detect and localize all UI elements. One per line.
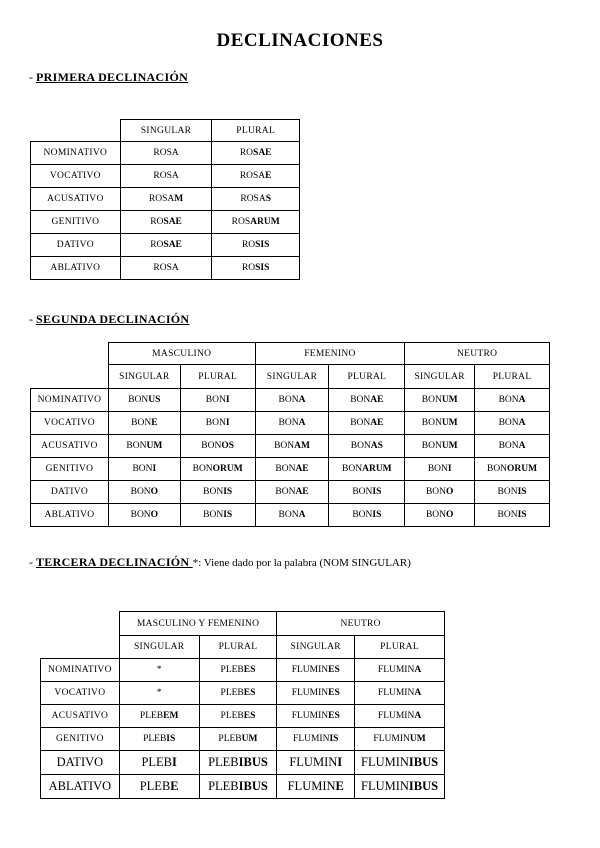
word-ending: SIS bbox=[255, 240, 270, 250]
word-stem: BON bbox=[352, 510, 373, 520]
word-stem: BON bbox=[498, 395, 519, 405]
table-row bbox=[31, 504, 550, 527]
declension-cell bbox=[255, 435, 329, 458]
word-stem: BON bbox=[421, 418, 442, 428]
word-stem: FLUMIN bbox=[291, 665, 329, 675]
table-row bbox=[31, 389, 550, 412]
declension-cell bbox=[355, 659, 445, 682]
case-label: NOMINATIVO bbox=[31, 142, 121, 165]
word-stem: BON bbox=[126, 441, 147, 451]
word-stem: BON bbox=[350, 395, 371, 405]
declension-cell bbox=[255, 504, 329, 527]
word-stem: BON bbox=[342, 464, 363, 474]
word-stem: RO bbox=[150, 217, 164, 227]
word-stem: BON bbox=[132, 464, 153, 474]
word-stem: ROSA bbox=[153, 263, 179, 273]
case-label: ABLATIVO bbox=[41, 775, 120, 799]
declension-cell bbox=[329, 504, 405, 527]
word-ending: E bbox=[170, 779, 179, 793]
table-row bbox=[31, 211, 300, 234]
declension-cell bbox=[212, 142, 300, 165]
table-row bbox=[41, 659, 445, 682]
word-ending: SIS bbox=[255, 263, 270, 273]
declension-cell bbox=[119, 682, 199, 705]
header-plural: PLURAL bbox=[212, 120, 300, 142]
declension-cell bbox=[277, 751, 355, 775]
word-ending: AE bbox=[295, 487, 309, 497]
word-stem: BON bbox=[201, 441, 222, 451]
word-stem: RO bbox=[150, 240, 164, 250]
word-stem: BON bbox=[205, 395, 226, 405]
declension-cell bbox=[120, 257, 212, 280]
declension-cell bbox=[475, 458, 550, 481]
word-stem: ROS bbox=[231, 217, 251, 227]
word-ending: S bbox=[265, 194, 271, 204]
case-label: NOMINATIVO bbox=[41, 659, 120, 682]
declension-cell bbox=[355, 705, 445, 728]
header-singular: SINGULAR bbox=[119, 636, 199, 659]
declension-cell bbox=[199, 751, 277, 775]
case-label: DATIVO bbox=[31, 234, 121, 257]
case-label: DATIVO bbox=[31, 481, 109, 504]
word-ending: E bbox=[335, 779, 344, 793]
corner-blank bbox=[31, 365, 109, 389]
corner-blank bbox=[41, 612, 120, 636]
word-ending: UM bbox=[241, 734, 258, 744]
declension-cell bbox=[355, 775, 445, 799]
corner-blank bbox=[31, 120, 121, 142]
declension-cell bbox=[212, 165, 300, 188]
first-declension-table bbox=[30, 119, 300, 280]
word-stem: ROSA bbox=[148, 194, 175, 204]
word-stem: PLEB bbox=[143, 734, 167, 744]
word-ending: UM bbox=[441, 418, 458, 428]
word-ending: A bbox=[518, 418, 526, 428]
declension-cell bbox=[405, 389, 475, 412]
table-row bbox=[31, 142, 300, 165]
declension-cell bbox=[255, 389, 329, 412]
table-row bbox=[41, 728, 445, 751]
word-ending: I bbox=[225, 395, 230, 405]
word-stem: BON bbox=[131, 418, 152, 428]
case-label: VOCATIVO bbox=[31, 412, 109, 435]
declension-cell bbox=[475, 389, 550, 412]
declension-cell bbox=[255, 481, 329, 504]
declension-cell bbox=[277, 682, 355, 705]
declension-cell bbox=[120, 234, 212, 257]
header-plural: PLURAL bbox=[355, 636, 445, 659]
word-ending: A bbox=[518, 441, 526, 451]
declension-cell bbox=[405, 458, 475, 481]
declension-cell bbox=[212, 211, 300, 234]
declension-cell bbox=[405, 481, 475, 504]
declension-cell bbox=[475, 481, 550, 504]
word-ending: O bbox=[446, 510, 454, 520]
word-stem: FLUMIN bbox=[289, 755, 338, 769]
heading-prefix: - bbox=[29, 70, 36, 84]
heading-prefix: - bbox=[29, 312, 36, 326]
declension-cell bbox=[255, 458, 329, 481]
word-ending: E bbox=[265, 171, 272, 181]
declension-cell bbox=[199, 728, 277, 751]
word-ending: AE bbox=[370, 418, 384, 428]
word-stem: RO bbox=[239, 148, 254, 158]
declension-cell bbox=[329, 389, 405, 412]
word-ending: SAE bbox=[253, 148, 272, 158]
word-stem: FLUMIN bbox=[377, 688, 415, 698]
word-stem: PLEB bbox=[208, 755, 239, 769]
declension-cell bbox=[355, 728, 445, 751]
case-label: NOMINATIVO bbox=[31, 389, 109, 412]
table-row bbox=[31, 234, 300, 257]
word-ending: IS bbox=[517, 487, 527, 497]
word-stem: BON bbox=[497, 510, 518, 520]
declension-cell bbox=[108, 412, 180, 435]
declension-cell bbox=[119, 728, 199, 751]
declension-cell bbox=[108, 435, 180, 458]
word-stem: PLEB bbox=[139, 779, 171, 793]
declension-cell bbox=[119, 705, 199, 728]
declension-cell bbox=[475, 412, 550, 435]
word-ending: A bbox=[298, 418, 306, 428]
declension-cell bbox=[277, 728, 355, 751]
declension-cell bbox=[475, 504, 550, 527]
word-stem: BON bbox=[425, 487, 447, 497]
word-stem: BON bbox=[350, 418, 371, 428]
word-stem: BON bbox=[278, 510, 299, 520]
declension-cell bbox=[475, 435, 550, 458]
word-ending: SAE bbox=[163, 240, 182, 250]
table-row bbox=[31, 257, 300, 280]
declension-cell bbox=[108, 481, 180, 504]
word-ending: ES bbox=[243, 665, 256, 675]
word-stem: RO bbox=[241, 263, 256, 273]
word-ending: US bbox=[148, 395, 161, 405]
word-stem: BON bbox=[130, 510, 151, 520]
word-stem: ROSA bbox=[153, 171, 179, 181]
gender-masc-fem: MASCULINO Y FEMENINO bbox=[119, 612, 277, 636]
word-stem: FLUMIN bbox=[377, 665, 415, 675]
word-stem: ROSA bbox=[239, 171, 266, 181]
word-stem: PLEB bbox=[208, 779, 239, 793]
word-stem: BON bbox=[275, 487, 296, 497]
case-label: ACUSATIVO bbox=[41, 705, 120, 728]
word-stem: BON bbox=[352, 487, 373, 497]
header-plural: PLURAL bbox=[475, 365, 550, 389]
table-row bbox=[31, 481, 550, 504]
declension-cell bbox=[119, 659, 199, 682]
word-ending: IS bbox=[223, 487, 233, 497]
gender-neuter: NEUTRO bbox=[277, 612, 445, 636]
declension-cell bbox=[405, 435, 475, 458]
word-ending: SAE bbox=[163, 217, 182, 227]
declension-cell bbox=[120, 188, 212, 211]
case-label: GENITIVO bbox=[41, 728, 120, 751]
gender-neuter: NEUTRO bbox=[405, 343, 550, 365]
word-ending: ORUM bbox=[212, 464, 243, 474]
word-stem: FLUMIN bbox=[291, 711, 329, 721]
declension-cell bbox=[180, 458, 255, 481]
table-row bbox=[31, 165, 300, 188]
header-plural: PLURAL bbox=[199, 636, 277, 659]
word-ending: ES bbox=[243, 711, 256, 721]
declension-cell bbox=[180, 504, 255, 527]
word-ending: IS bbox=[223, 510, 233, 520]
word-stem: ROSA bbox=[153, 148, 179, 158]
heading-text: PRIMERA DECLINACIÓN bbox=[36, 70, 189, 84]
word-stem: BON bbox=[350, 441, 371, 451]
word-stem: * bbox=[156, 665, 162, 675]
second-declension-table bbox=[30, 342, 550, 527]
declension-cell bbox=[212, 234, 300, 257]
declension-cell bbox=[108, 504, 180, 527]
declension-cell bbox=[329, 458, 405, 481]
declension-cell bbox=[355, 751, 445, 775]
word-stem: FLUMIN bbox=[291, 688, 329, 698]
word-stem: RO bbox=[241, 240, 256, 250]
word-ending: IS bbox=[329, 734, 339, 744]
word-stem: BON bbox=[427, 464, 448, 474]
word-stem: BON bbox=[497, 487, 518, 497]
declension-cell bbox=[329, 481, 405, 504]
word-stem: BON bbox=[498, 441, 519, 451]
word-ending: ES bbox=[243, 688, 256, 698]
word-ending: IBUS bbox=[408, 779, 439, 793]
declension-cell bbox=[329, 435, 405, 458]
heading-note: *: Viene dado por la palabra (NOM SINGULAR) bbox=[192, 557, 411, 569]
word-ending: ES bbox=[328, 711, 340, 721]
header-plural: PLURAL bbox=[329, 365, 405, 389]
word-ending: A bbox=[518, 395, 526, 405]
header-plural: PLURAL bbox=[180, 365, 255, 389]
word-stem: BON bbox=[203, 487, 224, 497]
word-stem: FLUMIN bbox=[287, 779, 336, 793]
word-stem: BON bbox=[421, 441, 442, 451]
word-ending: AE bbox=[295, 464, 309, 474]
declension-cell bbox=[180, 389, 255, 412]
table-row bbox=[41, 775, 445, 799]
word-stem: BON bbox=[278, 418, 299, 428]
word-stem: FLUMIN bbox=[361, 779, 409, 793]
table-row bbox=[41, 705, 445, 728]
word-stem: BON bbox=[192, 464, 213, 474]
word-ending: O bbox=[150, 487, 159, 497]
word-stem: ROSA bbox=[240, 194, 266, 204]
declension-cell bbox=[277, 705, 355, 728]
word-ending: AM bbox=[294, 441, 310, 451]
declension-cell bbox=[277, 775, 355, 799]
declension-cell bbox=[212, 257, 300, 280]
declension-cell bbox=[199, 659, 277, 682]
table-row bbox=[31, 458, 550, 481]
word-ending: O bbox=[150, 510, 159, 520]
word-stem: FLUMIN bbox=[293, 734, 330, 744]
declension-cell bbox=[405, 504, 475, 527]
case-label: ABLATIVO bbox=[31, 257, 121, 280]
word-stem: BON bbox=[275, 464, 296, 474]
word-ending: I bbox=[447, 464, 452, 474]
word-ending: A bbox=[414, 688, 422, 698]
word-ending: IBUS bbox=[238, 755, 268, 769]
word-stem: BON bbox=[130, 487, 151, 497]
declension-cell bbox=[108, 458, 180, 481]
word-stem: PLEB bbox=[220, 688, 244, 698]
declension-cell bbox=[120, 211, 212, 234]
word-stem: FLUMIN bbox=[373, 734, 410, 744]
word-ending: AE bbox=[370, 395, 384, 405]
table-row bbox=[41, 751, 445, 775]
word-stem: PLEB bbox=[218, 734, 242, 744]
word-ending: UM bbox=[441, 441, 458, 451]
case-label: ACUSATIVO bbox=[31, 188, 121, 211]
table-row bbox=[41, 682, 445, 705]
declension-cell bbox=[199, 775, 277, 799]
word-ending: IBUS bbox=[408, 755, 439, 769]
word-ending: IS bbox=[517, 510, 527, 520]
word-stem: PLEB bbox=[141, 755, 173, 769]
word-stem: PLEB bbox=[220, 665, 244, 675]
case-label: ABLATIVO bbox=[31, 504, 109, 527]
word-ending: ES bbox=[328, 665, 340, 675]
heading-text: SEGUNDA DECLINACIÓN bbox=[36, 312, 190, 326]
word-ending: A bbox=[298, 395, 306, 405]
word-ending: O bbox=[446, 487, 454, 497]
word-stem: FLUMIN bbox=[361, 755, 409, 769]
declension-cell bbox=[120, 142, 212, 165]
case-label: DATIVO bbox=[41, 751, 120, 775]
word-ending: A bbox=[414, 665, 422, 675]
word-ending: EM bbox=[163, 711, 179, 721]
word-stem: BON bbox=[203, 510, 224, 520]
word-ending: I bbox=[152, 464, 157, 474]
section-heading-second bbox=[29, 312, 189, 327]
declension-cell bbox=[180, 481, 255, 504]
corner-blank bbox=[41, 636, 120, 659]
word-ending: A bbox=[414, 711, 422, 721]
table-row bbox=[31, 435, 550, 458]
gender-feminine: FEMENINO bbox=[255, 343, 405, 365]
declension-cell bbox=[180, 412, 255, 435]
declension-cell bbox=[108, 389, 180, 412]
declension-cell bbox=[277, 659, 355, 682]
word-ending: ARUM bbox=[362, 464, 392, 474]
declension-cell bbox=[199, 682, 277, 705]
word-stem: BON bbox=[205, 418, 226, 428]
case-label: VOCATIVO bbox=[31, 165, 121, 188]
declension-cell bbox=[212, 188, 300, 211]
declension-cell bbox=[405, 412, 475, 435]
case-label: GENITIVO bbox=[31, 458, 109, 481]
word-ending: UM bbox=[441, 395, 458, 405]
header-singular: SINGULAR bbox=[108, 365, 180, 389]
word-ending: A bbox=[298, 510, 306, 520]
declension-cell bbox=[119, 751, 199, 775]
word-ending: E bbox=[151, 418, 158, 428]
word-ending: OS bbox=[221, 441, 235, 451]
heading-text: TERCERA DECLINACIÓN bbox=[36, 555, 193, 569]
case-label: VOCATIVO bbox=[41, 682, 120, 705]
header-singular: SINGULAR bbox=[120, 120, 212, 142]
header-singular: SINGULAR bbox=[277, 636, 355, 659]
word-stem: BON bbox=[278, 395, 299, 405]
word-ending: I bbox=[225, 418, 230, 428]
word-stem: FLUMIN bbox=[377, 711, 415, 721]
case-label: GENITIVO bbox=[31, 211, 121, 234]
declension-cell bbox=[355, 682, 445, 705]
corner-blank bbox=[31, 343, 109, 365]
third-declension-table bbox=[40, 611, 445, 799]
word-stem: PLEB bbox=[139, 711, 164, 721]
word-ending: M bbox=[174, 194, 184, 204]
word-stem: * bbox=[156, 688, 162, 698]
declension-cell bbox=[119, 775, 199, 799]
declension-cell bbox=[120, 165, 212, 188]
word-ending: IBUS bbox=[238, 779, 268, 793]
section-heading-first bbox=[29, 70, 188, 85]
word-stem: PLEB bbox=[220, 711, 244, 721]
word-ending: UM bbox=[409, 734, 426, 744]
word-ending: ARUM bbox=[250, 217, 280, 227]
header-singular: SINGULAR bbox=[405, 365, 475, 389]
word-stem: BON bbox=[128, 395, 149, 405]
word-ending: I bbox=[337, 755, 343, 769]
section-heading-third bbox=[29, 555, 411, 570]
word-ending: UM bbox=[146, 441, 163, 451]
word-stem: BON bbox=[274, 441, 295, 451]
word-stem: BON bbox=[486, 464, 508, 474]
word-ending: IS bbox=[372, 487, 382, 497]
word-ending: IS bbox=[372, 510, 382, 520]
word-ending: I bbox=[172, 755, 177, 769]
header-singular: SINGULAR bbox=[255, 365, 329, 389]
declension-cell bbox=[180, 435, 255, 458]
declension-cell bbox=[329, 412, 405, 435]
heading-prefix: - bbox=[29, 555, 36, 569]
word-ending: ORUM bbox=[507, 464, 538, 474]
gender-masculine: MASCULINO bbox=[108, 343, 255, 365]
declension-cell bbox=[255, 412, 329, 435]
word-ending: IS bbox=[166, 734, 176, 744]
word-ending: ES bbox=[328, 688, 340, 698]
word-stem: BON bbox=[498, 418, 519, 428]
word-ending: AS bbox=[370, 441, 383, 451]
word-stem: BON bbox=[425, 510, 447, 520]
declension-cell bbox=[199, 705, 277, 728]
page-title: DECLINACIONES bbox=[216, 30, 384, 51]
table-row bbox=[31, 412, 550, 435]
table-row bbox=[31, 188, 300, 211]
word-stem: BON bbox=[421, 395, 442, 405]
case-label: ACUSATIVO bbox=[31, 435, 109, 458]
